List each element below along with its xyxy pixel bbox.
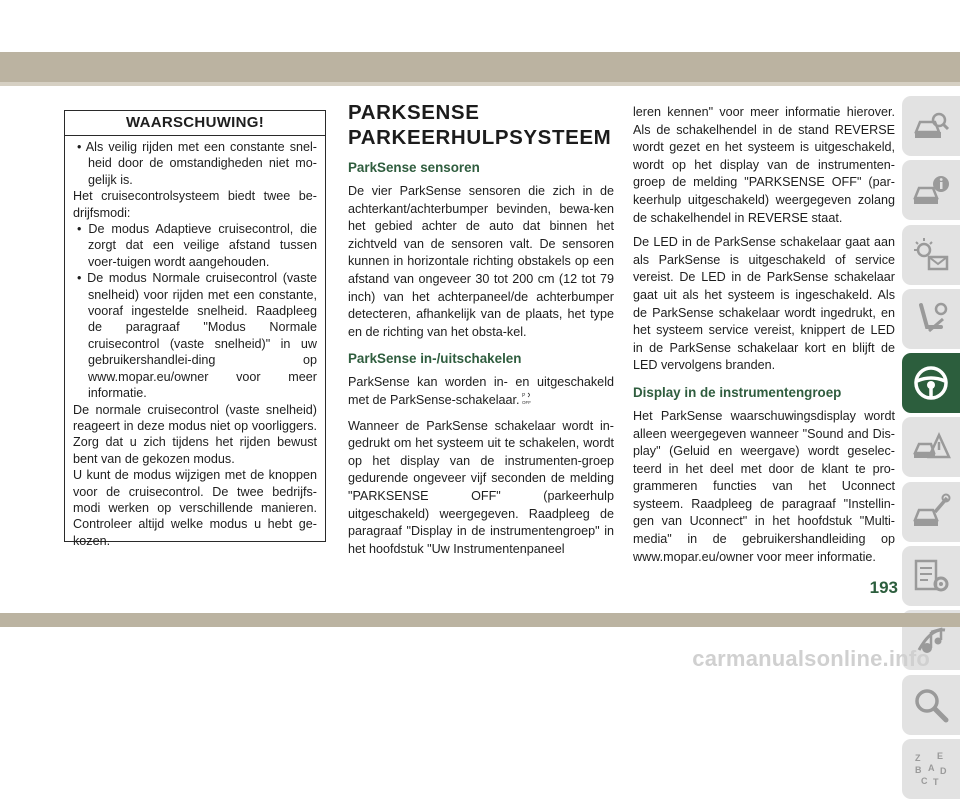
warning-bullet: • De modus Normale cruisecontrol (vaste snelheid) voor rijden met een constante, vooraf ingestelde snelheid. Raadpleeg de paragraaf "Modus Normale cruisecontrol (vaste snelheid)" in uw gebruikershandlei-ding op www.mopar.eu/owner voor meer informatie. xyxy=(73,270,317,401)
paragraph: Wanneer de ParkSense schakelaar wordt in-gedrukt om het systeem uit te schakelen, wordt op het display van de instrumenten-groep gedurende ongeveer vijf seconden de melding "PARKSENSE OFF" (parkeerhulp uitgeschakeld) weergegeven. Raadpleeg de paragraaf "Display in de instrumentengroep" in het hoofdstuk "Uw Instrumentenpaneel xyxy=(348,418,614,556)
paragraph: De LED in de ParkSense schakelaar gaat aan als ParkSense is uitgeschakeld of service vereist. De LED in de ParkSense schakelaar gaat uit als het systeem is ingeschakeld. Als de ParkSense schakelaar wordt ingedrukt, en het systeem service vereist, knippert de LED in de ParkSense schakelaar kort en blijft de LED vervolgens branden. xyxy=(633,235,895,373)
warning-bullet: • De modus Adaptieve cruisecontrol, die zorgt dat een veilige afstand tussen voer-tuigen wordt aangehouden. xyxy=(73,221,317,270)
top-margin xyxy=(0,0,960,52)
section-title-line2: PARKEERHULPSYSTEEM xyxy=(348,126,612,149)
tab-magnifier[interactable] xyxy=(902,675,960,735)
tab-car-wrench[interactable] xyxy=(902,482,960,542)
svg-text:A: A xyxy=(928,762,935,773)
warning-paragraph: De normale cruisecontrol (vaste snelheid) reageert in deze modus niet op voorliggers. Zorg dat u zich tijdens het rijden bewust bent van de gekozen modus. xyxy=(73,402,317,466)
checklist-gear-icon xyxy=(911,556,951,596)
tab-warning-lights[interactable] xyxy=(902,225,960,285)
svg-text:E: E xyxy=(937,750,944,761)
tab-warning-triangle[interactable] xyxy=(902,417,960,477)
warning-paragraph: U kunt de modus wijzigen met de knoppen voor de cruisecontrol. De twee bedrijfs-modi werken op verschillende manieren. Controleer altijd welke modus u hebt ge-kozen. xyxy=(73,468,317,548)
subheading-sensors: ParkSense sensoren xyxy=(348,160,480,175)
seat-tools-icon xyxy=(911,299,951,339)
footer-stripe xyxy=(0,613,960,627)
tab-seat-tools[interactable] xyxy=(902,289,960,349)
paragraph-text: ParkSense kan worden in- en uitgeschakeld met de ParkSense-schakelaar. xyxy=(348,375,614,407)
tab-index-letters[interactable] xyxy=(902,739,960,799)
parksense-off-icon xyxy=(522,392,533,411)
section-title-line1: PARKSENSE xyxy=(348,101,480,124)
header-stripe-light xyxy=(0,82,960,86)
warning-body xyxy=(65,136,325,549)
warning-lights-icon xyxy=(911,235,951,275)
subheading-toggle: ParkSense in-/uitschakelen xyxy=(348,351,522,367)
steering-wheel-icon xyxy=(911,363,951,403)
paragraph: leren kennen" voor meer informatie hierover. Als de schakelhendel in de stand REVERSE wordt gezet en het systeem is uitgeschakeld, wordt op het display van de instrumenten-groep de melding "PARKSENSE OFF" (par-keerhulp uitgeschakeld) weergegeven zolang de schakelhendel in REVERSE staat. xyxy=(633,105,895,225)
page-number: 193 xyxy=(869,578,898,597)
tab-checklist-gear[interactable] xyxy=(902,546,960,606)
svg-text:Z: Z xyxy=(915,752,921,763)
car-wrench-icon xyxy=(911,492,951,532)
header-stripe xyxy=(0,52,960,82)
tab-car-search[interactable] xyxy=(902,96,960,156)
paragraph xyxy=(348,374,614,410)
warning-bullet: • Als veilig rijden met een constante snel-heid door de omstandigheden niet mo-gelijk is. xyxy=(73,139,317,188)
subheading-display: Display in de instrumentengroep xyxy=(633,384,842,400)
warning-paragraph: Het cruisecontrolsysteem biedt twee be-drijfsmodi: xyxy=(73,189,317,220)
magnifier-icon xyxy=(911,685,951,725)
paragraph: Het ParkSense waarschuwingsdisplay wordt alleen weergegeven wanneer "Sound and Dis-play" (Geluid en weergave) wordt geselec-teerd in het deel met door de klant te pro-grammeren functies van het Uconnect systeem. Raadpleeg de paragraaf "Instellin-gen van Uconnect" in het hoofdstuk "Multi-media" in de gebruikershandleiding op www.mopar.eu/owner voor meer informatie. xyxy=(633,408,895,564)
paragraph: De vier ParkSense sensoren die zich in de achterkant/achterbumper bevinden, bewa-ken het gebied achter de auto dat binnen het zichtveld van de sensoren valt. De sensoren kunnen in horizontale richting obstakels op een afstand van ongeveer 30 tot 200 cm (12 tot 79 inch) van het achterpaneel/de achterbumper detecteren, afhankelijk van de plaats, het type en de richting van het obsta-kel. xyxy=(348,184,614,339)
warning-title: WAARSCHUWING! xyxy=(65,111,325,136)
svg-text:OFF: OFF xyxy=(521,399,531,405)
index-letters-icon xyxy=(911,749,951,789)
chapter-tabs xyxy=(902,96,960,803)
column-middle xyxy=(348,100,614,565)
column-right xyxy=(633,104,895,573)
footer-watermark: carmanualsonline.info xyxy=(692,646,930,671)
warning-box xyxy=(64,110,326,548)
svg-text:P: P xyxy=(521,392,525,399)
svg-text:T: T xyxy=(933,776,939,787)
car-info-icon xyxy=(911,170,951,210)
tab-steering-wheel[interactable] xyxy=(902,353,960,413)
car-search-icon xyxy=(911,106,951,146)
svg-text:D: D xyxy=(940,765,947,776)
tab-car-info[interactable] xyxy=(902,160,960,220)
section-title xyxy=(348,100,614,150)
svg-text:C: C xyxy=(921,775,928,786)
svg-text:B: B xyxy=(915,764,922,775)
warning-triangle-icon xyxy=(911,427,951,467)
